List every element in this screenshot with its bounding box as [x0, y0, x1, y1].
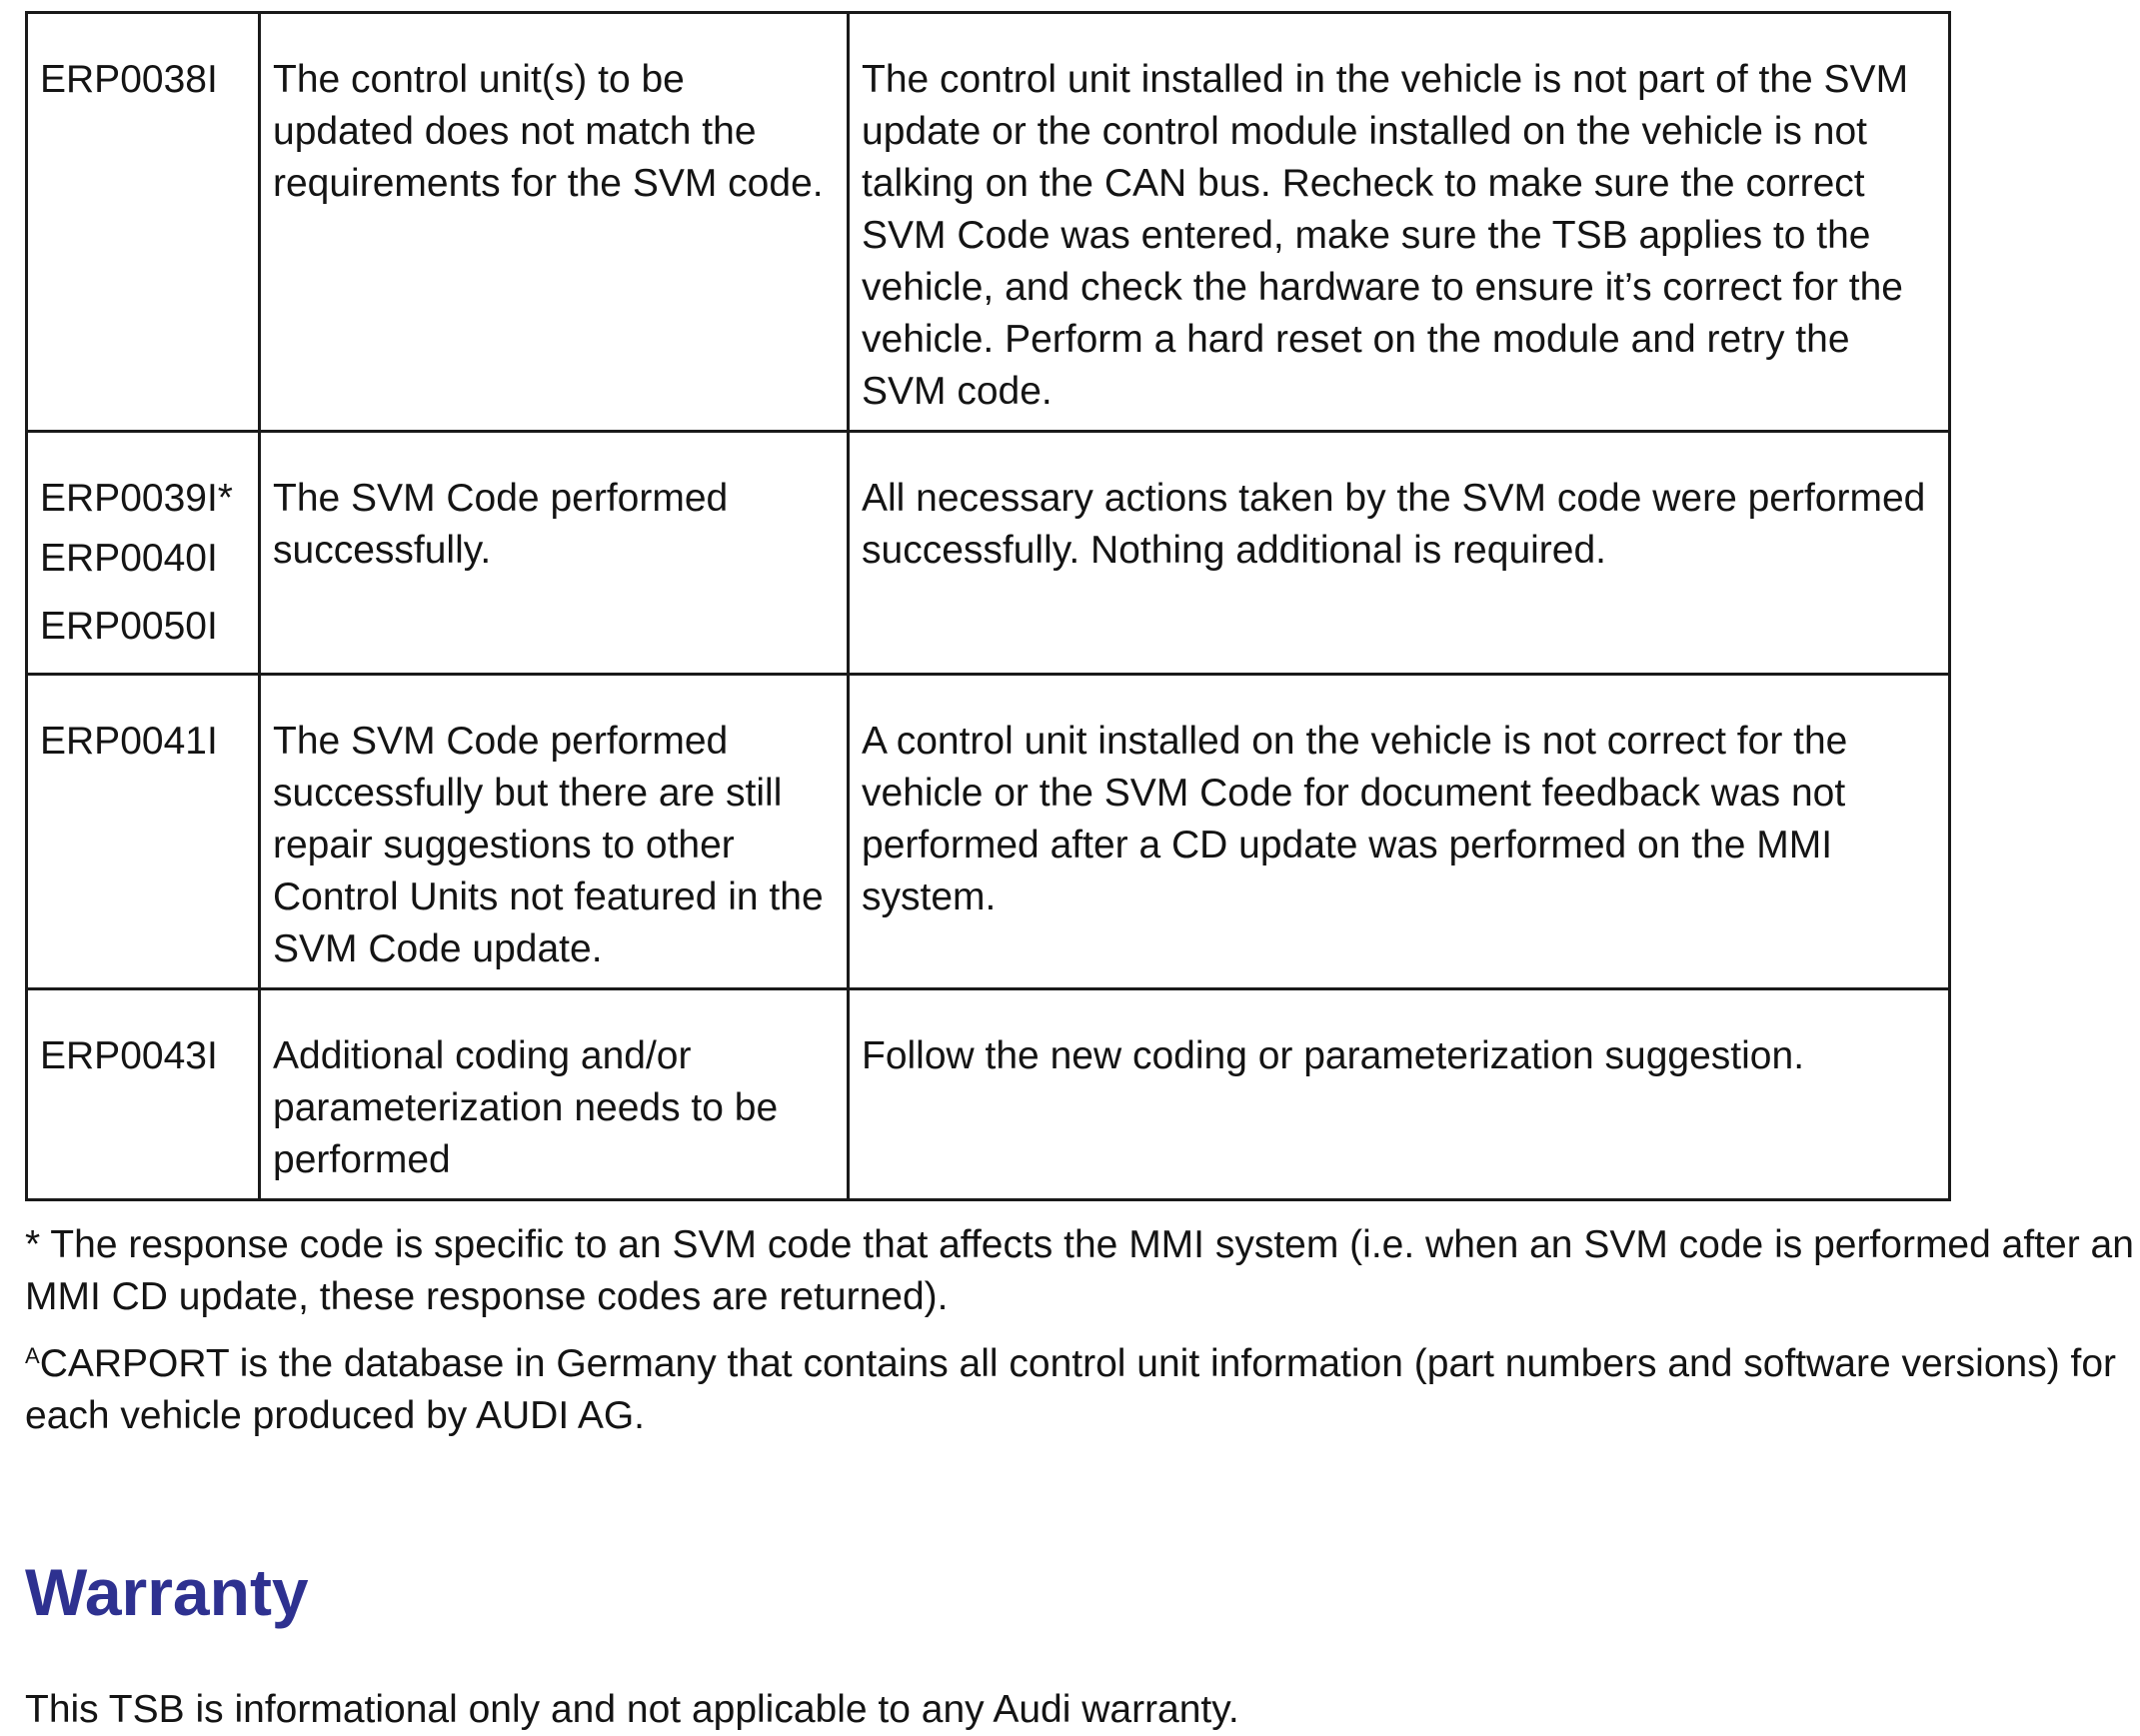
table-row — [27, 675, 1950, 989]
response-code: ERP0050I — [40, 605, 218, 648]
footnote-marker: A — [25, 1343, 40, 1368]
table-row — [27, 13, 1950, 432]
carport-footnote — [25, 1338, 2134, 1442]
document-page — [25, 11, 2134, 1736]
action-cell: A control unit installed on the vehicle is not correct for the vehicle or the SVM Code for document feedback was not performed after a CD update was performed on the MMI system. — [849, 675, 1950, 989]
response-code: ERP0039I* — [40, 477, 233, 520]
response-code-cell — [27, 989, 260, 1200]
table-row — [27, 989, 1950, 1200]
response-code-cell — [27, 13, 260, 432]
response-code: ERP0040I — [40, 537, 218, 580]
response-code: ERP0038I — [40, 58, 218, 101]
description-cell: The SVM Code performed successfully. — [260, 432, 849, 675]
action-cell: Follow the new coding or parameterization suggestion. — [849, 989, 1950, 1200]
asterisk-footnote: * The response code is specific to an SVM code that affects the MMI system (i.e. when an SVM code is performed after an MMI CD update, these response codes are returned). — [25, 1223, 2134, 1318]
response-code-table — [25, 11, 1951, 1201]
action-cell: The control unit installed in the vehicle is not part of the SVM update or the control module installed on the vehicle is not talking on the CAN bus. Recheck to make sure the correct SVM Code was entered, make sure the TSB applies to the vehicle, and check the hardware to ensure it’s correct for the vehicle. Perform a hard reset on the module and retry the SVM code. — [849, 13, 1950, 432]
response-code: ERP0041I — [40, 720, 218, 763]
response-code-cell — [27, 432, 260, 675]
warranty-heading: Warranty — [25, 1555, 309, 1629]
action-cell: All necessary actions taken by the SVM code were performed successfully. Nothing additional is required. — [849, 432, 1950, 675]
response-code-cell — [27, 675, 260, 989]
table-row — [27, 432, 1950, 675]
description-cell: The SVM Code performed successfully but there are still repair suggestions to other Control Units not featured in the SVM Code update. — [260, 675, 849, 989]
response-code: ERP0043I — [40, 1034, 218, 1077]
carport-footnote-text: CARPORT is the database in Germany that contains all control unit information (part numbers and software versions) for each vehicle produced by AUDI AG. — [25, 1342, 2117, 1437]
description-cell: Additional coding and/or parameterization needs to be performed — [260, 989, 849, 1200]
warranty-text: This TSB is informational only and not applicable to any Audi warranty. — [25, 1688, 1239, 1731]
description-cell: The control unit(s) to be updated does not match the requirements for the SVM code. — [260, 13, 849, 432]
